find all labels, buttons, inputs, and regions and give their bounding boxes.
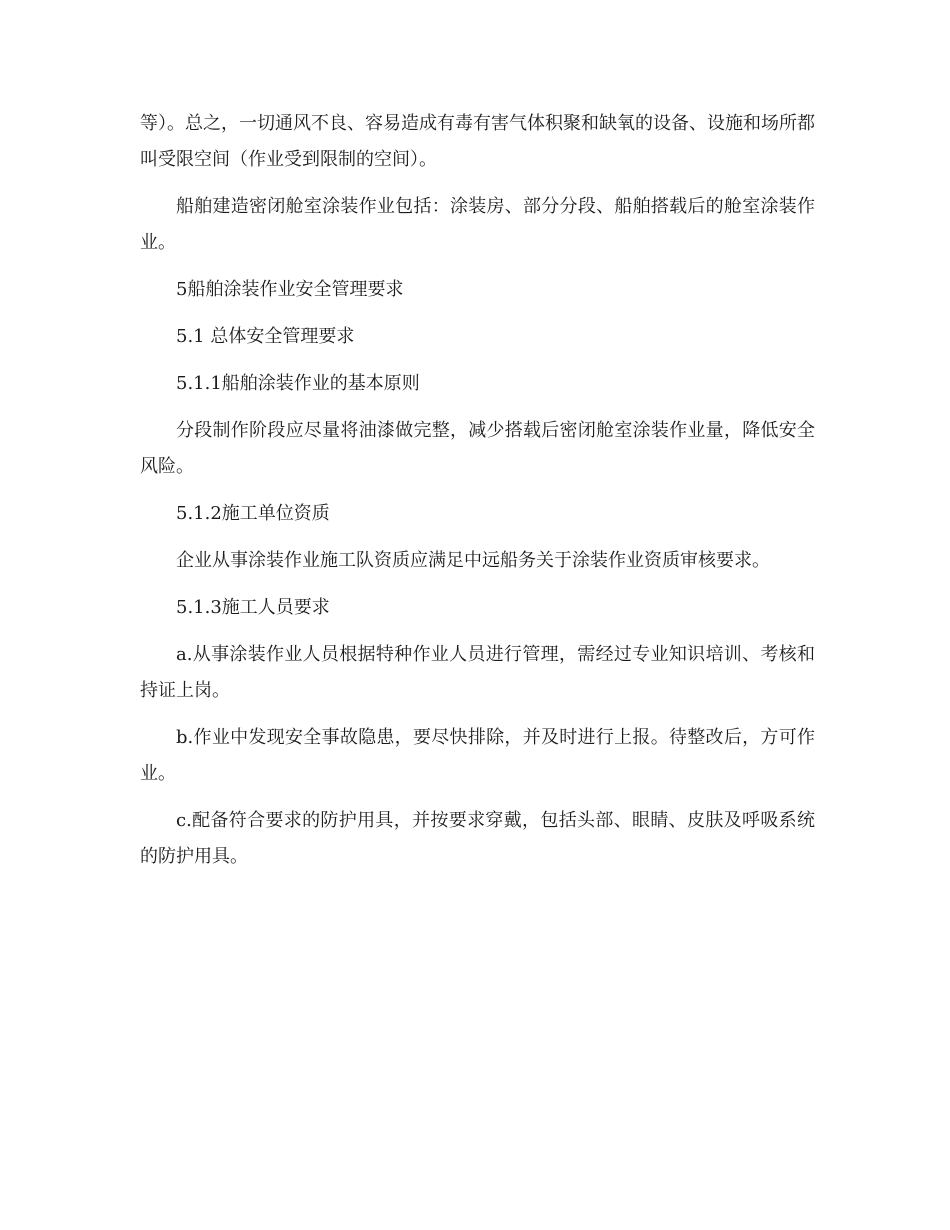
section-heading-5-1-1: 5.1.1船舶涂装作业的基本原则: [176, 373, 420, 394]
paragraph-contractor-qualification: 企业从事涂装作业施工队资质应满足中远船务关于涂装作业资质审核要求。: [176, 550, 770, 571]
list-item-b: b.作业中发现安全事故隐患，要尽快排除，并及时进行上报。待整改后，方可作业。: [140, 727, 815, 784]
list-item-c: c.配备符合要求的防护用具，并按要求穿戴，包括头部、眼睛、皮肤及呼吸系统的防护用具。: [140, 810, 815, 867]
paragraph-confined-space-definition: 等）。总之，一切通风不良、容易造成有毒有害气体积聚和缺氧的设备、设施和场所都叫受限空间（作业受到限制的空间）。: [140, 113, 815, 170]
section-heading-5-1-2: 5.1.2施工单位资质: [176, 503, 330, 524]
document-body: [140, 106, 815, 886]
section-heading-5-1: 5.1 总体安全管理要求: [176, 326, 355, 347]
section-heading-5: 5船舶涂装作业安全管理要求: [176, 279, 404, 300]
section-heading-5-1-3: 5.1.3施工人员要求: [176, 597, 330, 618]
paragraph-basic-principle: 分段制作阶段应尽量将油漆做完整，减少搭载后密闭舱室涂装作业量，降低安全风险。: [140, 420, 815, 477]
paragraph-enclosed-coating-scope: 船舶建造密闭舱室涂装作业包括：涂装房、部分分段、船舶搭载后的舱室涂装作业。: [140, 196, 815, 253]
list-item-a: a.从事涂装作业人员根据特种作业人员进行管理，需经过专业知识培训、考核和持证上岗。: [140, 644, 815, 701]
